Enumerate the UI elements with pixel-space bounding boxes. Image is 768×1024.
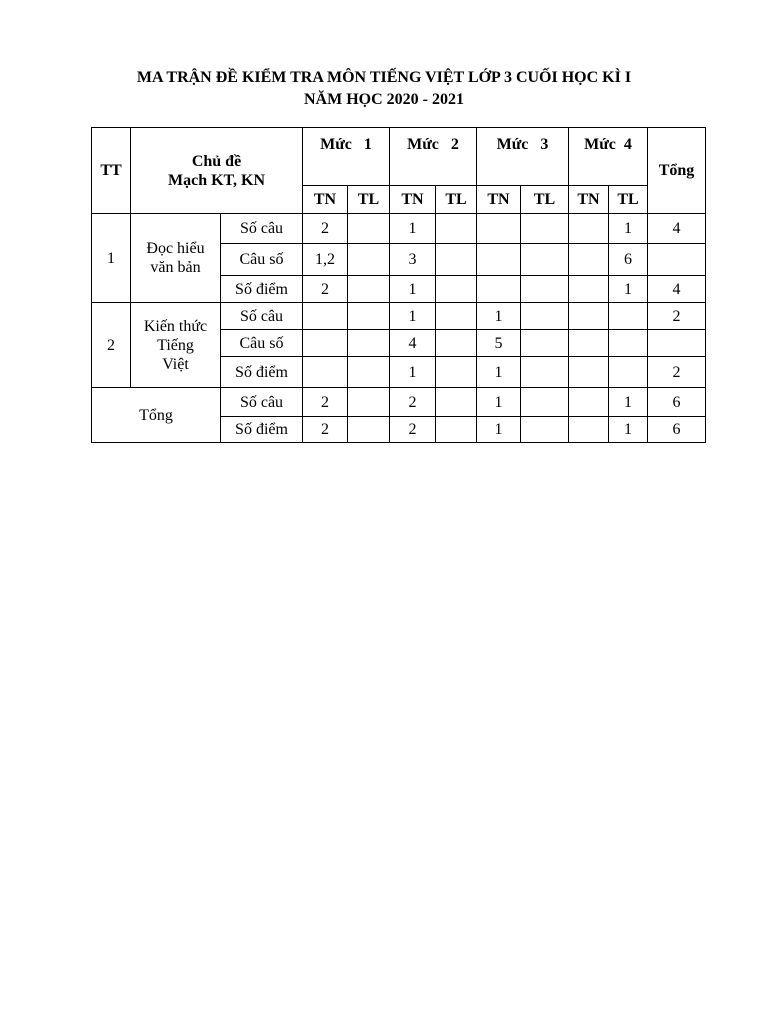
header-tong: Tổng [648,128,706,214]
cell [569,417,609,443]
cell: 2 [390,388,436,417]
row-label: Số câu [221,303,303,330]
table-row [92,303,706,330]
header-tl-2: TL [436,186,477,214]
table-row [92,388,706,417]
cell [569,388,609,417]
cell: 1 [477,388,521,417]
cell [348,388,390,417]
cell: 1 [390,214,436,244]
header-chu-de-line-1: Chủ đề [191,152,242,170]
cell [569,330,609,357]
title-line-2: NĂM HỌC 2020 - 2021 [304,91,464,108]
header-tn-3: TN [477,186,521,214]
cell: 4 [648,276,706,303]
cell [436,417,477,443]
header-muc-1: Mức 1 [303,128,390,186]
cell [436,303,477,330]
cell [648,330,706,357]
cell [521,388,569,417]
group-2-topic-line-3: Việt [162,355,189,373]
cell: 1 [390,276,436,303]
cell [348,417,390,443]
group-2-topic-line-1: Kiến thức [143,317,208,335]
group-1-tt: 1 [92,214,131,303]
header-tl-1: TL [348,186,390,214]
cell [569,244,609,276]
header-tl-3: TL [521,186,569,214]
cell: 1 [609,388,648,417]
header-muc-2: Mức 2 [390,128,477,186]
cell [436,388,477,417]
cell: 2 [303,214,348,244]
cell [477,244,521,276]
header-muc-4: Mức 4 [569,128,648,186]
cell: 2 [303,388,348,417]
group-2-topic [131,303,221,388]
cell [348,276,390,303]
cell [436,276,477,303]
cell: 1,2 [303,244,348,276]
cell: 6 [648,388,706,417]
cell [569,214,609,244]
cell: 1 [609,276,648,303]
cell: 2 [648,357,706,388]
group-1-topic [131,214,221,303]
cell: 6 [609,244,648,276]
header-tn-2: TN [390,186,436,214]
cell: 2 [648,303,706,330]
cell [436,357,477,388]
row-label: Số câu [221,214,303,244]
total-label: Tổng [92,388,221,443]
cell: 1 [609,417,648,443]
cell [348,330,390,357]
cell [436,330,477,357]
cell [569,276,609,303]
cell [521,417,569,443]
cell [303,357,348,388]
header-tl-4: TL [609,186,648,214]
table-row [92,214,706,244]
cell: 2 [303,276,348,303]
cell [521,214,569,244]
cell: 2 [390,417,436,443]
cell: 1 [609,214,648,244]
cell: 2 [303,417,348,443]
cell [609,330,648,357]
header-row-1 [92,128,706,186]
cell: 5 [477,330,521,357]
row-label: Câu số [221,244,303,276]
cell [569,357,609,388]
cell: 6 [648,417,706,443]
cell [348,357,390,388]
header-muc-3: Mức 3 [477,128,569,186]
cell [521,244,569,276]
cell [521,330,569,357]
cell [521,357,569,388]
row-label: Câu số [221,330,303,357]
row-label: Số điểm [221,276,303,303]
group-2-tt: 2 [92,303,131,388]
group-1-topic-line-1: Đọc hiểu [146,240,205,257]
cell [477,276,521,303]
cell [303,330,348,357]
cell [436,214,477,244]
cell [648,244,706,276]
cell: 1 [390,303,436,330]
cell [348,303,390,330]
cell [348,244,390,276]
header-chu-de [131,128,303,214]
header-chu-de-line-2: Mạch KT, KN [167,171,266,189]
cell [521,276,569,303]
title-line-1: MA TRẬN ĐỀ KIỂM TRA MÔN TIẾNG VIỆT LỚP 3 CUỐI HỌC KÌ I [136,69,632,86]
cell: 1 [390,357,436,388]
cell: 4 [648,214,706,244]
cell [569,303,609,330]
document-title [0,67,768,111]
group-1-topic-line-2: văn bản [150,259,201,276]
row-label: Số câu [221,388,303,417]
cell [477,214,521,244]
cell [609,303,648,330]
header-tn-4: TN [569,186,609,214]
cell [348,214,390,244]
row-label: Số điểm [221,417,303,443]
cell [303,303,348,330]
row-label: Số điểm [221,357,303,388]
cell: 4 [390,330,436,357]
cell: 1 [477,303,521,330]
cell [609,357,648,388]
group-2-topic-line-2: Tiếng [157,336,194,354]
header-tn-1: TN [303,186,348,214]
cell: 3 [390,244,436,276]
header-tt: TT [92,128,131,214]
cell [436,244,477,276]
assessment-matrix-table [91,127,706,443]
cell [521,303,569,330]
cell: 1 [477,417,521,443]
cell: 1 [477,357,521,388]
